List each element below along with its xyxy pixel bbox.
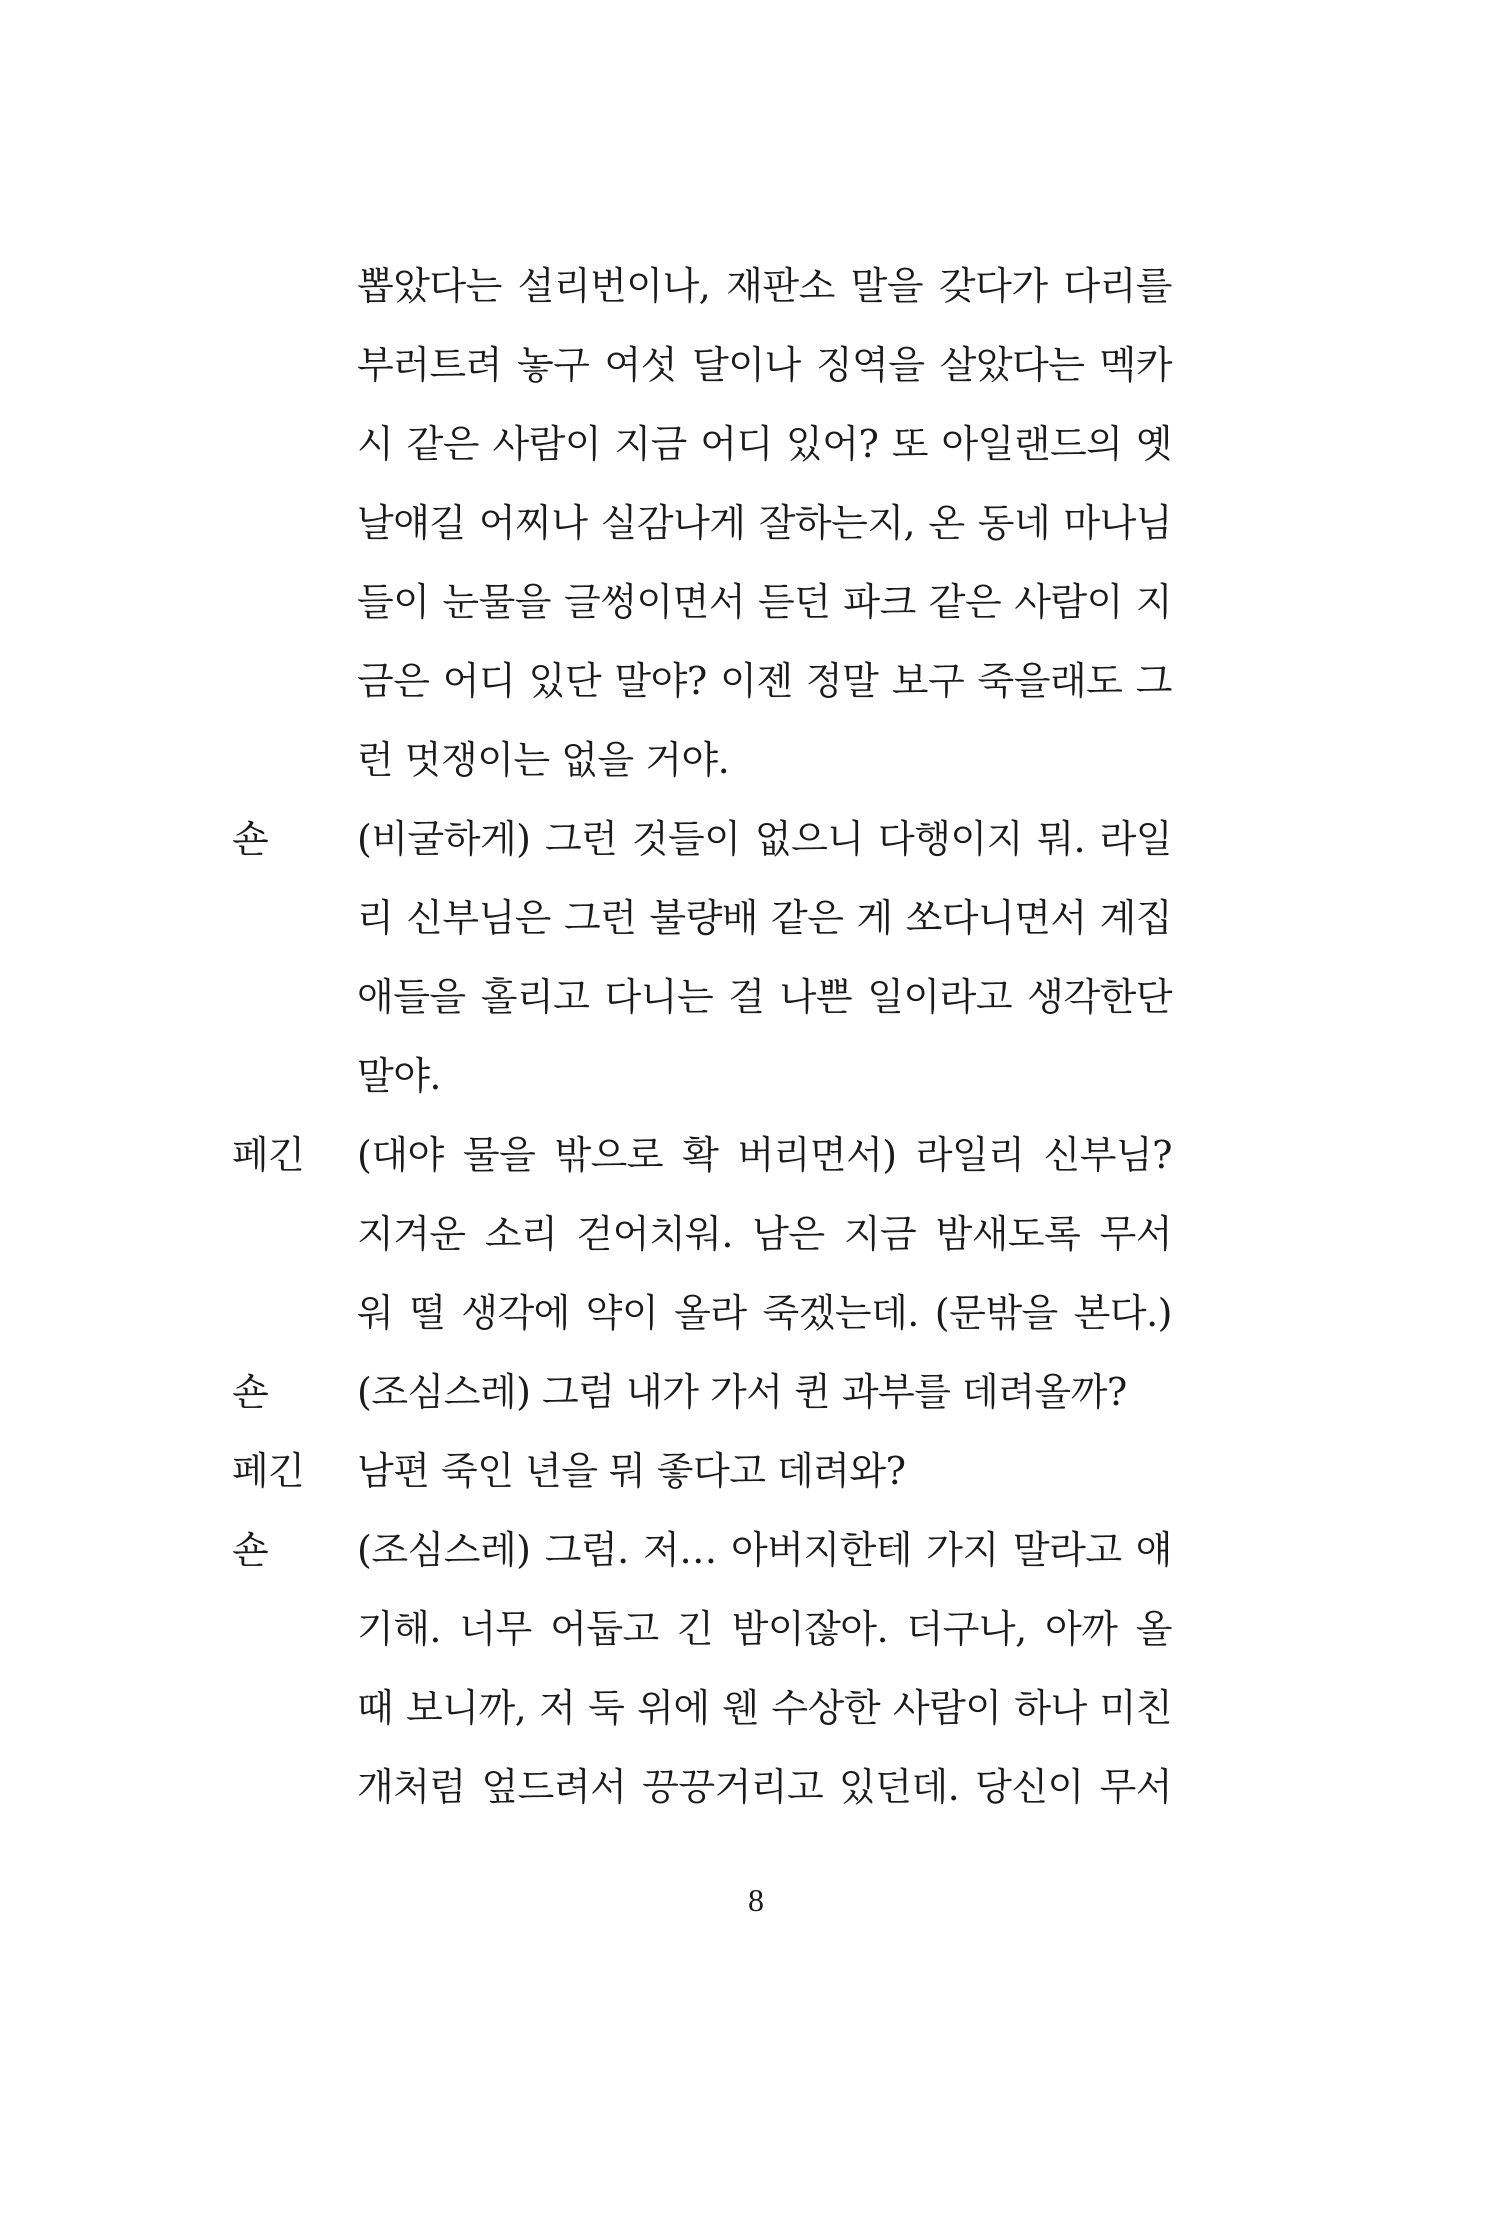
line-text: 런 멋쟁이는 없을 거야.	[357, 738, 730, 782]
line-text: 지겨운 소리 걷어치워. 남은 지금 밤새도록 무서	[357, 1212, 1172, 1256]
line-text: 기해. 너무 어둡고 긴 밤이잖아. 더구나, 아까 올	[357, 1607, 1172, 1651]
script-line	[232, 1037, 1172, 1116]
line-text: 부러트려 놓구 여섯 달이나 징역을 살았다는 멕카	[357, 343, 1172, 387]
script-line	[232, 1748, 1172, 1827]
line-text: 리 신부님은 그런 불량배 같은 게 쏘다니면서 계집	[357, 896, 1172, 940]
line-text: 금은 어디 있단 말야? 이젠 정말 보구 죽을래도 그	[357, 659, 1172, 703]
line-text: (조심스레) 그럼. 저… 아버지한테 가지 말라고 얘	[357, 1528, 1172, 1572]
line-text: 말야.	[357, 1054, 441, 1098]
line-text: 시 같은 사람이 지금 어디 있어? 또 아일랜드의 옛	[357, 422, 1172, 466]
script-line	[232, 879, 1172, 958]
line-text: (비굴하게) 그런 것들이 없으니 다행이지 뭐. 라일	[357, 817, 1172, 861]
speaker-name: 숀	[232, 1528, 269, 1572]
script-line	[232, 721, 1172, 800]
script-line	[232, 1669, 1172, 1748]
line-text: (대야 물을 밖으로 확 버리면서) 라일리 신부님?	[357, 1133, 1172, 1177]
line-text: 워 떨 생각에 약이 올라 죽겠는데. (문밖을 본다.)	[357, 1291, 1172, 1335]
script-line	[232, 1511, 1172, 1590]
script-line	[232, 563, 1172, 642]
script-line	[232, 405, 1172, 484]
speaker-name: 숀	[232, 1370, 269, 1414]
script-line	[232, 247, 1172, 326]
script-line	[232, 958, 1172, 1037]
script-line	[232, 1432, 1172, 1511]
line-text: 들이 눈물을 글썽이면서 듣던 파크 같은 사람이 지	[357, 580, 1172, 624]
line-text: 개처럼 엎드려서 끙끙거리고 있던데. 당신이 무서	[357, 1765, 1172, 1809]
speaker-name: 페긴	[232, 1449, 305, 1493]
page-number: 8	[748, 1882, 764, 1918]
line-text: 때 보니까, 저 둑 위에 웬 수상한 사람이 하나 미친	[357, 1686, 1172, 1730]
script-line	[232, 642, 1172, 721]
script-line	[232, 1195, 1172, 1274]
script-line	[232, 1353, 1172, 1432]
script-body	[232, 247, 1172, 1827]
line-text: 뽑았다는 설리번이나, 재판소 말을 갖다가 다리를	[357, 264, 1172, 308]
line-text: (조심스레) 그럼 내가 가서 퀸 과부를 데려올까?	[357, 1370, 1127, 1414]
speaker-name: 숀	[232, 817, 269, 861]
line-text: 애들을 홀리고 다니는 걸 나쁜 일이라고 생각한단	[357, 975, 1172, 1019]
script-line	[232, 484, 1172, 563]
speaker-name: 페긴	[232, 1133, 305, 1177]
script-line	[232, 1274, 1172, 1353]
script-line	[232, 800, 1172, 879]
script-line	[232, 326, 1172, 405]
script-line	[232, 1116, 1172, 1195]
line-text: 날얘길 어찌나 실감나게 잘하는지, 온 동네 마나님	[357, 501, 1172, 545]
line-text: 남편 죽인 년을 뭐 좋다고 데려와?	[357, 1449, 906, 1493]
script-line	[232, 1590, 1172, 1669]
